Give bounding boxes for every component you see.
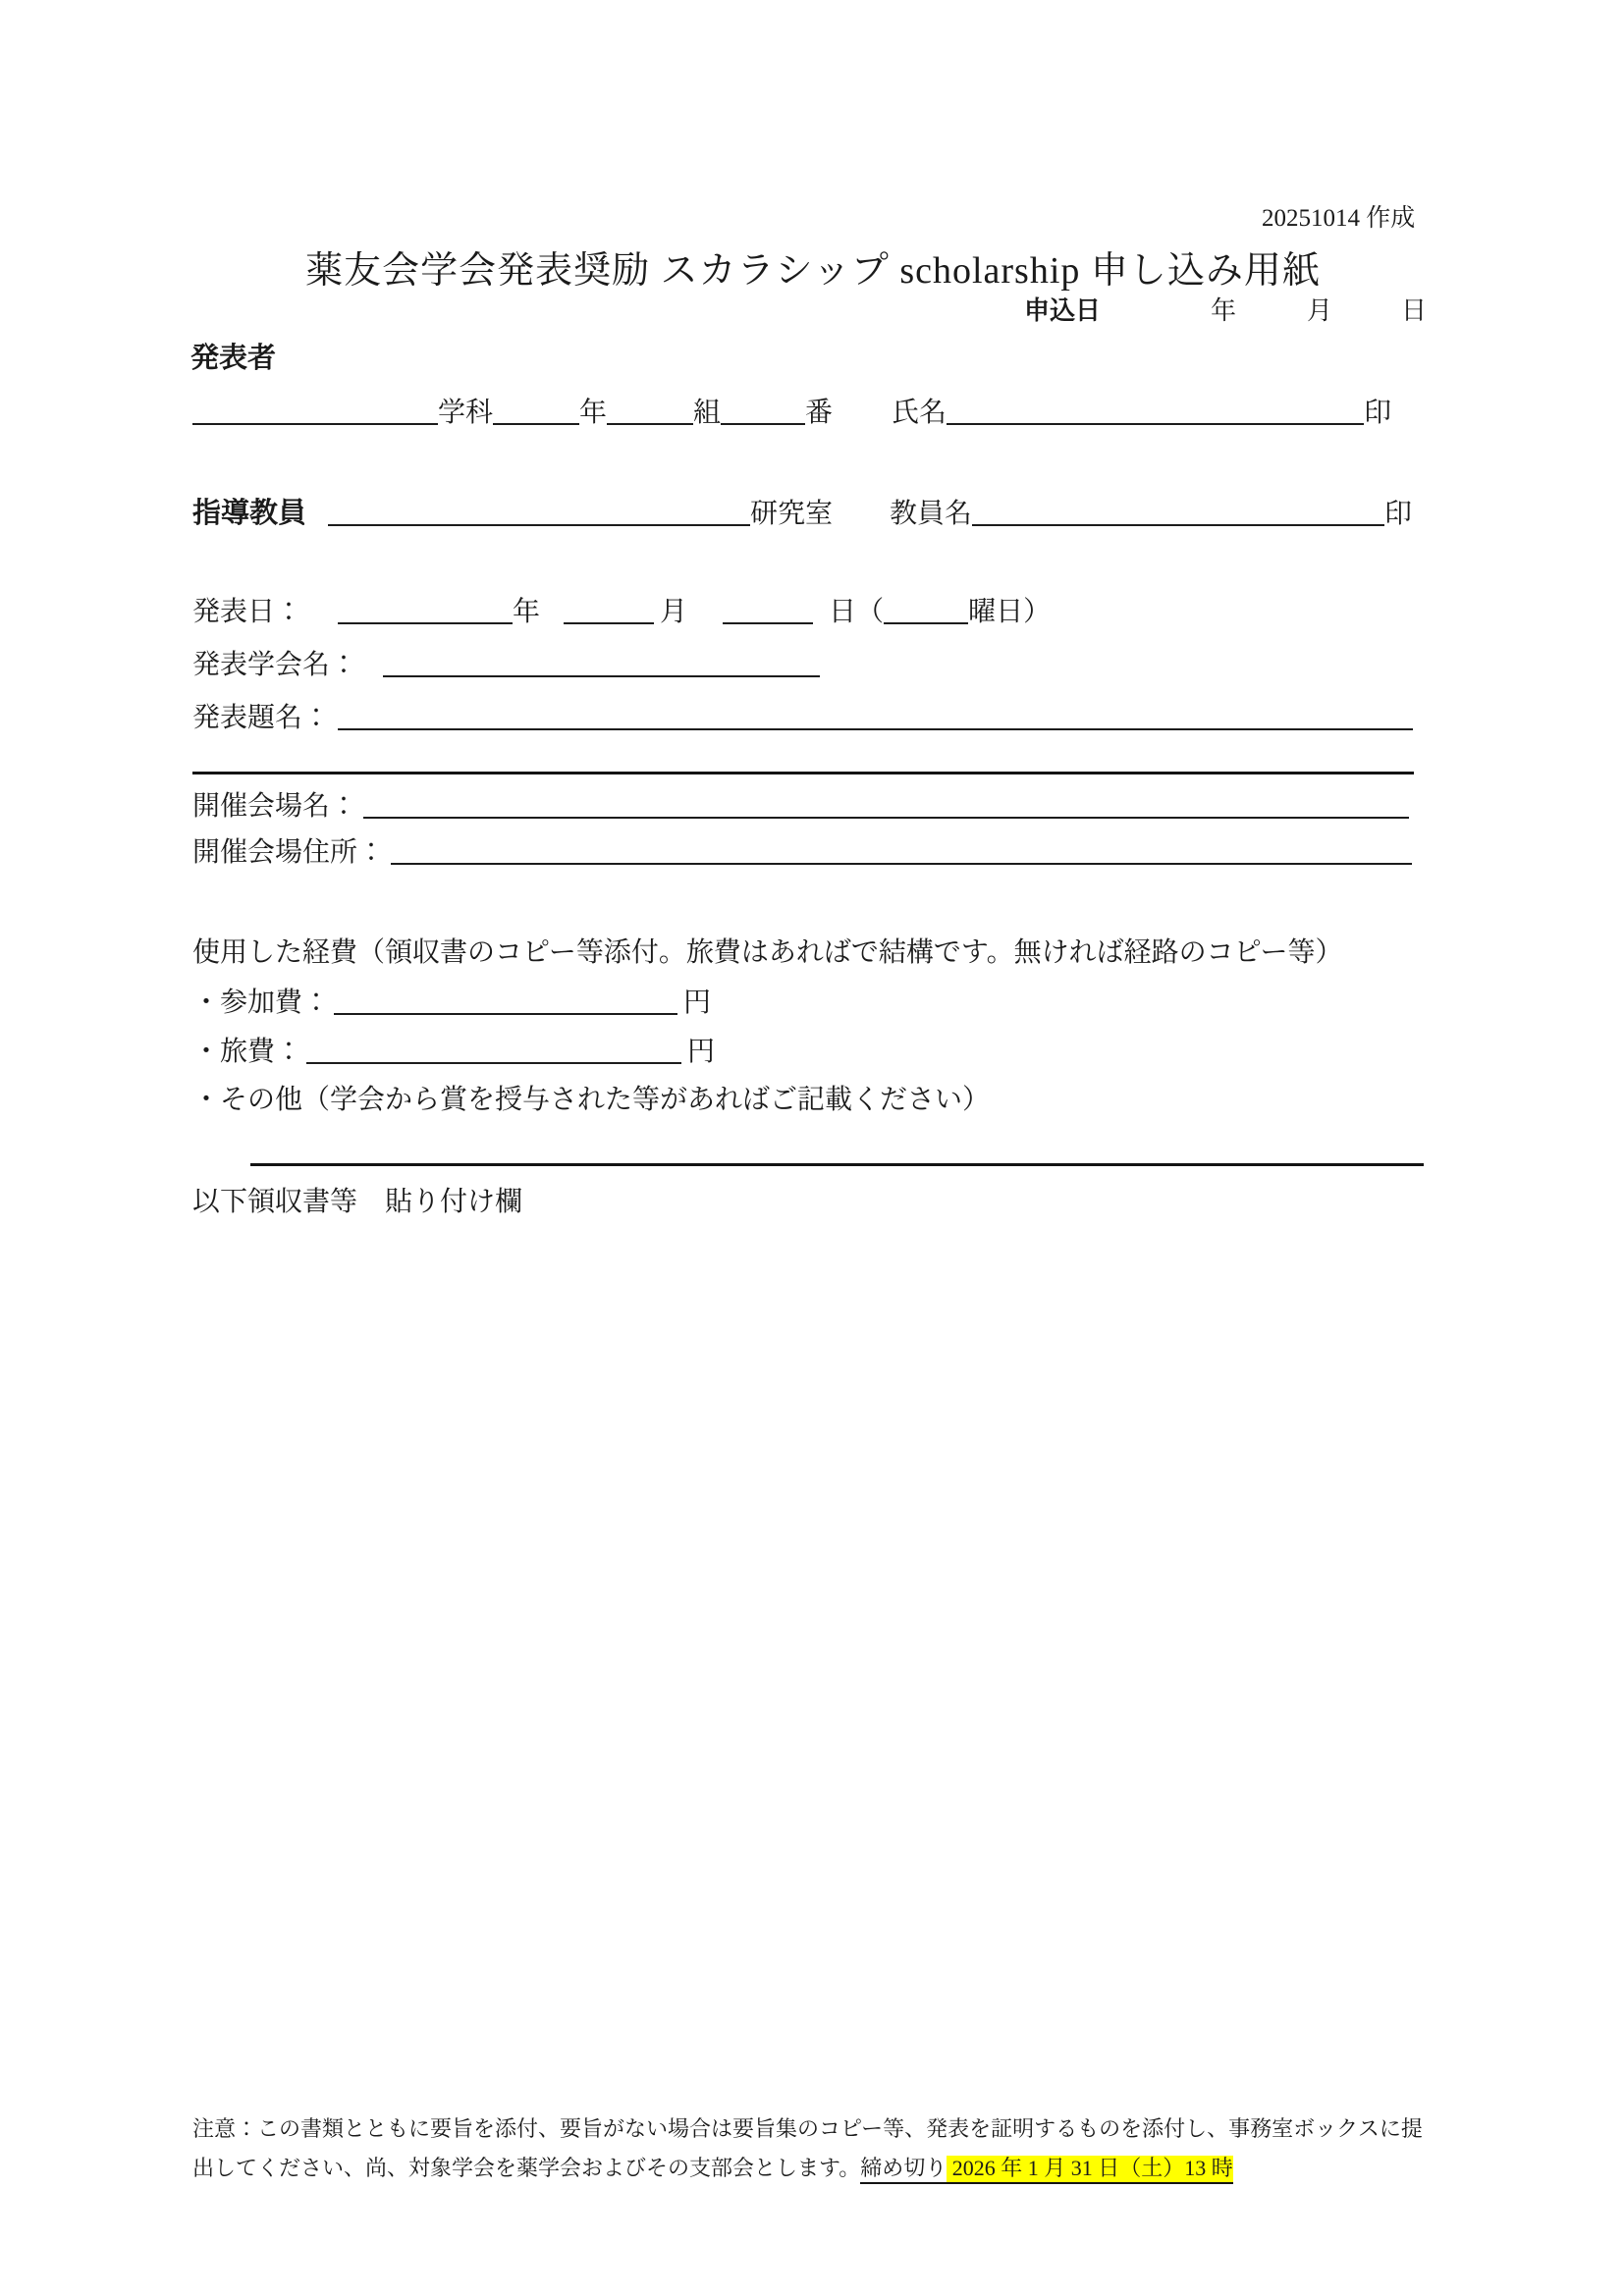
presenter-class-blank — [607, 396, 693, 425]
presenter-year-blank — [493, 396, 579, 425]
other-expenses-label: ・その他（学会から賞を授与された等があればご記載ください） — [192, 1085, 991, 1115]
conference-name-row — [192, 648, 820, 682]
presentation-year-blank — [338, 595, 513, 624]
venue-address-row — [192, 835, 1412, 870]
presenter-year-suffix: 年 — [579, 398, 608, 428]
other-expenses-line — [250, 1163, 1424, 1166]
created-date-label: 20251014 作成 — [1262, 205, 1416, 232]
advisor-lab-suffix: 研究室 — [750, 499, 834, 529]
presenter-number-suffix: 番 — [805, 398, 834, 428]
presentation-day-blank — [723, 595, 813, 624]
presenter-class-suffix: 組 — [693, 398, 722, 428]
presentation-month-suffix: 月 — [660, 597, 688, 627]
presenter-name-label: 氏名 — [892, 398, 947, 428]
presenter-info-row — [192, 396, 1391, 430]
advisor-lab-blank — [328, 497, 750, 526]
receipt-area-label: 以下領収書等 貼り付け欄 — [192, 1187, 523, 1217]
travel-fee-row — [192, 1035, 715, 1069]
presentation-weekday-open: （ — [856, 597, 885, 627]
participation-fee-label: ・参加費： — [192, 988, 331, 1018]
conference-name-blank — [383, 648, 820, 677]
presenter-department-suffix: 学科 — [438, 398, 494, 428]
conference-name-label: 発表学会名： — [192, 650, 358, 680]
travel-fee-yen-suffix: 円 — [687, 1037, 716, 1067]
venue-name-blank — [363, 789, 1409, 819]
participation-fee-blank — [334, 986, 677, 1015]
presentation-day-suffix: 日 — [829, 597, 857, 627]
advisor-seal-label: 印 — [1384, 499, 1413, 529]
presenter-section-label: 発表者 — [190, 343, 277, 374]
footer-note-line2 — [192, 2156, 1233, 2181]
application-date-row — [1024, 295, 1427, 326]
presentation-date-label: 発表日： — [192, 597, 303, 627]
advisor-section-label: 指導教員 — [192, 498, 307, 529]
presentation-month-blank — [564, 595, 654, 624]
presentation-title-row — [192, 701, 1413, 735]
application-date-month-suffix: 月 — [1307, 296, 1333, 325]
venue-name-label: 開催会場名： — [192, 791, 358, 822]
presentation-title-continuation-line — [192, 772, 1414, 774]
page-title: 薬友会学会発表奨励 スカラシップ scholarship 申し込み用紙 — [305, 250, 1321, 292]
application-date-year-suffix: 年 — [1211, 296, 1237, 325]
presentation-weekday-close: 曜日） — [968, 597, 1052, 627]
presentation-date-row — [192, 595, 1051, 629]
participation-fee-yen-suffix: 円 — [683, 988, 712, 1018]
venue-address-blank — [391, 835, 1412, 865]
presentation-title-label: 発表題名： — [192, 703, 331, 733]
footer-note-line2-prefix: 出してください、尚、対象学会を薬学会およびその支部会とします。 — [192, 2156, 861, 2180]
travel-fee-label: ・旅費： — [192, 1037, 303, 1067]
application-date-label: 申込日 — [1024, 295, 1102, 325]
advisor-name-blank — [972, 497, 1384, 526]
presenter-department-blank — [192, 396, 438, 425]
venue-address-label: 開催会場住所： — [192, 837, 386, 868]
deadline-value-highlight: 2026 年 1 月 31 日（土）13 時 — [947, 2156, 1233, 2184]
presenter-seal-label: 印 — [1364, 398, 1392, 428]
advisor-name-label: 教員名 — [890, 499, 973, 529]
travel-fee-blank — [306, 1035, 681, 1064]
application-date-day-suffix: 日 — [1401, 296, 1428, 325]
expenses-heading: 使用した経費（領収書のコピー等添付。旅費はあればで結構です。無ければ経路のコピー等） — [192, 937, 1343, 968]
presenter-name-blank — [947, 396, 1364, 425]
footer-note-line1: 注意：この書類とともに要旨を添付、要旨がない場合は要旨集のコピー等、発表を証明するものを添付し、事務室ボックスに提 — [192, 2116, 1423, 2141]
presentation-weekday-blank — [884, 595, 968, 624]
presenter-number-blank — [721, 396, 805, 425]
venue-name-row — [192, 789, 1409, 824]
participation-fee-row — [192, 986, 711, 1020]
presentation-year-suffix: 年 — [513, 597, 541, 627]
presentation-title-blank — [338, 701, 1413, 730]
advisor-row — [192, 497, 1412, 531]
deadline-label: 締め切り — [860, 2156, 947, 2184]
